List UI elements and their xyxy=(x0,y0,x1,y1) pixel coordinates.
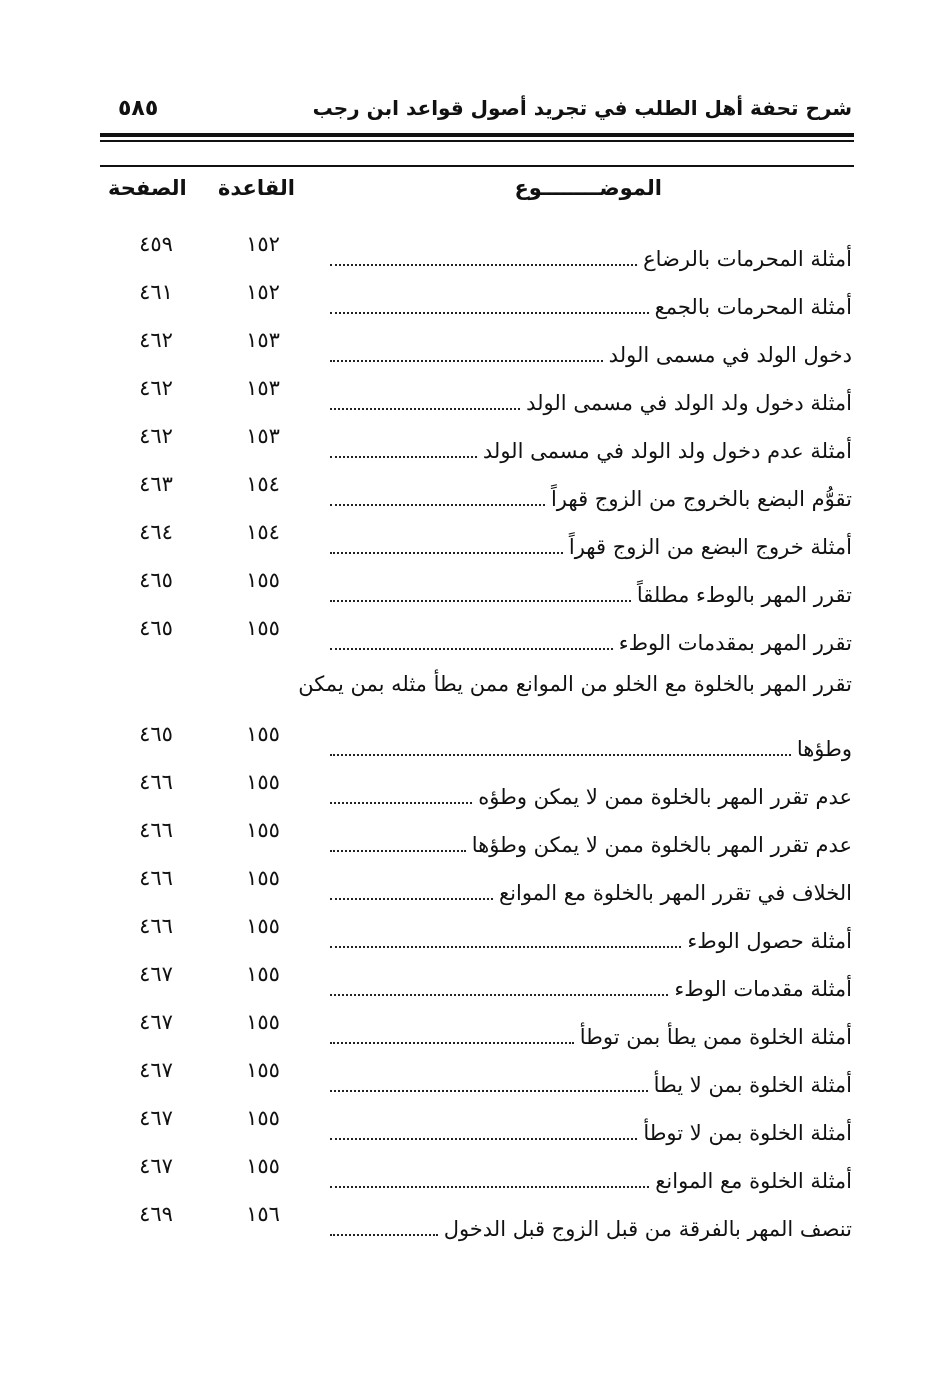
page-number: ٥٨٥ xyxy=(118,96,159,121)
entry-rule-number: ١٥٥ xyxy=(246,568,280,592)
entry-page-number: ٤٦٧ xyxy=(139,1154,173,1178)
entry-topic xyxy=(330,764,852,812)
index-entry-row xyxy=(0,860,932,908)
entry-page-number: ٤٦٦ xyxy=(139,818,173,842)
entry-rule-number: ١٥٥ xyxy=(246,866,280,890)
entry-rule-number: ١٥٥ xyxy=(246,1010,280,1034)
entry-page-number: ٤٦٢ xyxy=(139,328,173,352)
entry-rule-number: ١٥٣ xyxy=(246,424,280,448)
entry-topic-text: عدم تقرر المهر بالخلوة ممن لا يمكن وطؤها xyxy=(471,833,852,857)
index-entry-row xyxy=(0,956,932,1004)
dot-leader xyxy=(330,648,613,650)
entry-page-number: ٤٦٢ xyxy=(139,424,173,448)
dot-leader xyxy=(330,504,545,506)
entry-topic-text: أمثلة دخول ولد الولد في مسمى الولد xyxy=(526,391,852,415)
entry-topic xyxy=(330,1052,852,1100)
dot-leader xyxy=(330,408,520,410)
entry-topic-text: أمثلة المحرمات بالجمع xyxy=(654,295,852,319)
header-rule-thick xyxy=(100,133,854,137)
entry-topic xyxy=(330,1004,852,1052)
column-header-page: الصفحة xyxy=(108,176,187,200)
index-entry-row xyxy=(0,562,932,610)
entry-page-number: ٤٦٤ xyxy=(139,520,173,544)
entry-topic xyxy=(330,610,852,658)
entry-topic-text: أمثلة حصول الوطء xyxy=(687,929,852,953)
entry-topic xyxy=(330,716,852,764)
index-entry-row xyxy=(0,908,932,956)
dot-leader xyxy=(330,1234,438,1236)
index-entry-row xyxy=(0,418,932,466)
column-header-rule xyxy=(100,165,854,167)
entry-topic-text: تقرر المهر بمقدمات الوطء xyxy=(618,631,852,655)
index-entry-row xyxy=(0,1004,932,1052)
entry-topic-text: الخلاف في تقرر المهر بالخلوة مع الموانع xyxy=(498,881,852,905)
index-entry-row xyxy=(0,514,932,562)
dot-leader xyxy=(330,898,493,900)
index-entry-row xyxy=(0,716,932,764)
entry-topic-text: وطؤها xyxy=(796,737,852,761)
running-head xyxy=(100,92,852,132)
entry-topic xyxy=(330,322,852,370)
entry-topic xyxy=(330,1100,852,1148)
entry-topic-text: أمثلة خروج البضع من الزوج قهراً xyxy=(568,535,852,559)
header-rule-thin xyxy=(100,140,854,142)
index-entry-row xyxy=(0,466,932,514)
entry-rule-number: ١٥٢ xyxy=(246,280,280,304)
entry-topic-text: تقرر المهر بالوطء مطلقاً xyxy=(636,583,852,607)
index-entry-row xyxy=(0,1148,932,1196)
entry-topic-text: أمثلة الخلوة بمن لا توطأ xyxy=(643,1121,852,1145)
dot-leader xyxy=(330,1186,649,1188)
entry-topic xyxy=(330,1196,852,1244)
entry-topic xyxy=(330,418,852,466)
dot-leader xyxy=(330,994,668,996)
index-entry-row xyxy=(0,1196,932,1244)
index-entry-row xyxy=(0,1100,932,1148)
entry-topic xyxy=(330,562,852,610)
dot-leader xyxy=(330,1138,637,1140)
dot-leader xyxy=(330,600,631,602)
entry-rule-number: ١٥٤ xyxy=(246,472,280,496)
entry-topic-text: أمثلة مقدمات الوطء xyxy=(674,977,852,1001)
index-entry-row xyxy=(0,1052,932,1100)
entry-page-number: ٤٦٧ xyxy=(139,962,173,986)
entry-topic-text: أمثلة الخلوة بمن لا يطأ xyxy=(653,1073,852,1097)
dot-leader xyxy=(330,312,649,314)
entry-rule-number: ١٥٥ xyxy=(246,962,280,986)
entry-page-number: ٤٦١ xyxy=(139,280,173,304)
entry-topic-text: أمثلة الخلوة مع الموانع xyxy=(655,1169,852,1193)
entry-topic-text: تنصف المهر بالفرقة من قبل الزوج قبل الدخول xyxy=(443,1217,852,1241)
index-entry-row xyxy=(0,226,932,274)
book-title: شرح تحفة أهل الطلب في تجريد أصول قواعد ابن رجب xyxy=(312,96,852,120)
entry-rule-number: ١٥٥ xyxy=(246,1106,280,1130)
entry-page-number: ٤٦٦ xyxy=(139,770,173,794)
entry-page-number: ٤٥٩ xyxy=(139,232,173,256)
dot-leader xyxy=(330,1090,648,1092)
entry-topic-text: أمثلة الخلوة ممن يطأ بمن توطأ xyxy=(579,1025,852,1049)
dot-leader xyxy=(330,264,637,266)
entry-topic-text: تقوُّم البضع بالخروج من الزوج قهراً xyxy=(550,487,852,511)
entry-rule-number: ١٥٥ xyxy=(246,818,280,842)
index-entry-row xyxy=(0,274,932,322)
entry-page-number: ٤٦٧ xyxy=(139,1058,173,1082)
entry-topic xyxy=(330,466,852,514)
dot-leader xyxy=(330,1042,574,1044)
dot-leader xyxy=(330,456,477,458)
index-entry-row xyxy=(0,610,932,658)
entry-rule-number: ١٥٥ xyxy=(246,1154,280,1178)
entry-topic-text: أمثلة المحرمات بالرضاع xyxy=(643,247,852,271)
entry-topic xyxy=(330,226,852,274)
dot-leader xyxy=(330,360,603,362)
entry-rule-number: ١٥٢ xyxy=(246,232,280,256)
entry-page-number: ٤٦٢ xyxy=(139,376,173,400)
entry-page-number: ٤٦٦ xyxy=(139,866,173,890)
entry-page-number: ٤٦٣ xyxy=(139,472,173,496)
entry-topic xyxy=(330,956,852,1004)
entry-topic xyxy=(330,514,852,562)
entry-rule-number: ١٥٥ xyxy=(246,770,280,794)
entry-topic xyxy=(330,274,852,322)
entry-page-number: ٤٦٧ xyxy=(139,1010,173,1034)
column-header-rule-number: القاعدة xyxy=(218,176,295,200)
entry-rule-number: ١٥٣ xyxy=(246,328,280,352)
entry-rule-number: ١٥٥ xyxy=(246,1058,280,1082)
dot-leader xyxy=(330,850,466,852)
entry-topic-text: عدم تقرر المهر بالخلوة ممن لا يمكن وطؤه xyxy=(478,785,852,809)
entry-topic-text: دخول الولد في مسمى الولد xyxy=(608,343,852,367)
entry-page-number: ٤٦٩ xyxy=(139,1202,173,1226)
entry-topic xyxy=(330,860,852,908)
entry-rule-number: ١٥٦ xyxy=(246,1202,280,1226)
entry-rule-number: ١٥٤ xyxy=(246,520,280,544)
entry-topic xyxy=(330,812,852,860)
column-header-topic: الموضــــــــوع xyxy=(514,176,662,200)
index-entry-row xyxy=(0,812,932,860)
entry-rule-number: ١٥٥ xyxy=(246,722,280,746)
entry-page-number: ٤٦٥ xyxy=(139,616,173,640)
entry-topic-line1: تقرر المهر بالخلوة مع الخلو من الموانع ممن يطأ مثله بمن يمكن xyxy=(298,672,852,696)
entry-page-number: ٤٦٥ xyxy=(139,568,173,592)
entry-page-number: ٤٦٧ xyxy=(139,1106,173,1130)
entry-topic-text: أمثلة عدم دخول ولد الولد في مسمى الولد xyxy=(482,439,852,463)
dot-leader xyxy=(330,946,681,948)
index-entry-row xyxy=(0,370,932,418)
dot-leader xyxy=(330,754,791,756)
entry-topic xyxy=(330,908,852,956)
dot-leader xyxy=(330,552,563,554)
dot-leader xyxy=(330,802,472,804)
entry-topic xyxy=(330,1148,852,1196)
entry-rule-number: ١٥٣ xyxy=(246,376,280,400)
entry-page-number: ٤٦٦ xyxy=(139,914,173,938)
entry-rule-number: ١٥٥ xyxy=(246,616,280,640)
entry-topic xyxy=(330,370,852,418)
index-entry-row xyxy=(0,764,932,812)
entry-page-number: ٤٦٥ xyxy=(139,722,173,746)
entry-rule-number: ١٥٥ xyxy=(246,914,280,938)
index-entry-row xyxy=(0,322,932,370)
